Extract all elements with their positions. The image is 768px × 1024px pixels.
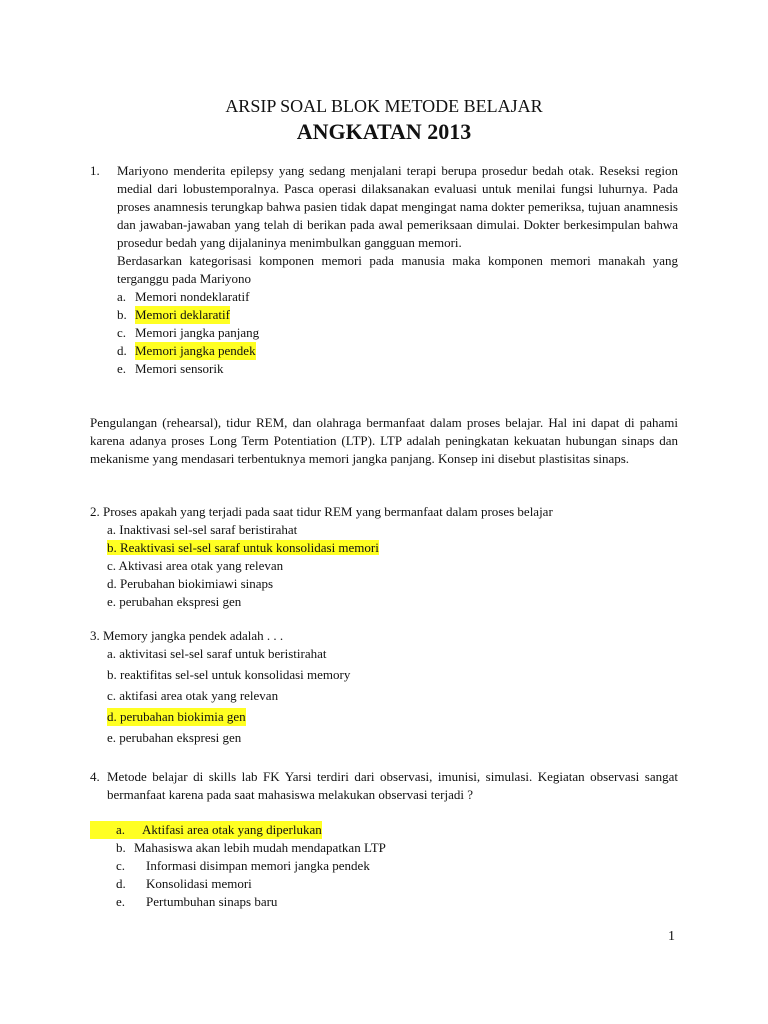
question-1-stem: Mariyono menderita epilepsy yang sedang menjalani terapi berupa prosedur bedah otak. Reseksi region medial dari lobustemporalnya. Pasca operasi dilaksanakan evaluasi untuk menilai fungsi luhurnya. Pada proses anamnesis terungkap bahwa pasien tidak dapat mengingat nama dokter pemeriksa, tujuan anamnesis dan jawaban-jawaban yang telah di berikan pada awal pemeriksaan dimulai. Dokter berkesimpulan bahwa prosedur bedah yang dijalaninya menimbulkan gangguan memori. (117, 163, 678, 250)
option-text-highlighted: Memori deklaratif (135, 307, 230, 322)
question-4-option-d (90, 875, 678, 893)
question-4-option-e (90, 893, 678, 911)
option-letter: d. (116, 876, 126, 891)
option-text-highlighted: d. perubahan biokimia gen (107, 709, 246, 724)
question-1 (90, 162, 678, 378)
option-text: Memori jangka panjang (135, 325, 260, 340)
title-line-1: ARSIP SOAL BLOK METODE BELAJAR (225, 96, 543, 116)
question-2 (90, 503, 678, 611)
question-1-option-b (117, 306, 678, 324)
title-line-2: ANGKATAN 2013 (296, 119, 472, 144)
option-letter: b. (117, 307, 127, 322)
option-letter: c. (116, 858, 126, 873)
question-3-option-d (107, 708, 678, 726)
question-2-option-d: d. Perubahan biokimiawi sinaps (107, 576, 274, 591)
option-letter: d. (117, 343, 127, 358)
option-text: Konsolidasi memori (146, 876, 252, 891)
option-text: Memori sensorik (135, 361, 224, 376)
question-1-prompt: Berdasarkan kategorisasi komponen memori pada manusia maka komponen memori manakah yang terganggu pada Mariyono (117, 253, 678, 286)
question-1-option-c (117, 324, 678, 342)
question-4-option-b (90, 839, 678, 857)
option-text-highlighted: Aktifasi area otak yang diperlukan (142, 822, 322, 837)
question-3 (90, 627, 678, 750)
question-1-option-d (117, 342, 678, 360)
question-4-stem: Metode belajar di skills lab FK Yarsi terdiri dari observasi, imunisi, simulasi. Kegiatan observasi sangat bermanfaat karena pada saat mahasiswa melakukan observasi terjadi ? (107, 769, 678, 802)
option-letter: e. (116, 894, 126, 909)
option-letter: a. (116, 822, 126, 837)
option-text: Memori nondeklaratif (135, 289, 250, 304)
question-1-option-a (117, 288, 678, 306)
option-text: Pertumbuhan sinaps baru (146, 894, 278, 909)
question-4 (90, 768, 678, 911)
question-2-option-c: c. Aktivasi area otak yang relevan (107, 558, 284, 573)
option-letter: c. (117, 325, 127, 340)
question-2-stem: 2. Proses apakah yang terjadi pada saat tidur REM yang bermanfaat dalam proses belajar (90, 504, 553, 519)
question-3-stem: 3. Memory jangka pendek adalah . . . (90, 628, 284, 643)
question-4-option-c (90, 857, 678, 875)
question-3-option-e: e. perubahan ekspresi gen (107, 730, 242, 745)
question-4-option-a (90, 821, 678, 839)
option-letter: b. (116, 840, 126, 855)
option-text-highlighted: Memori jangka pendek (135, 343, 256, 358)
intro-paragraph: Pengulangan (rehearsal), tidur REM, dan olahraga bermanfaat dalam proses belajar. Hal ini dapat di pahami karena adanya proses Long Term Potentiation (LTP). LTP adalah peningkatan kekuatan hubungan sinaps dan mekanisme yang mendasari terbentuknya memori jangka panjang. Konsep ini disebut plastisitas sinaps. (90, 415, 678, 466)
question-3-option-c: c. aktifasi area otak yang relevan (107, 688, 279, 703)
option-text: Mahasiswa akan lebih mudah mendapatkan LTP (134, 840, 386, 855)
question-4-number: 4. (90, 769, 100, 784)
question-2-option-a: a. Inaktivasi sel-sel saraf beristirahat (107, 522, 298, 537)
question-1-number: 1. (90, 163, 100, 178)
option-letter: e. (117, 361, 127, 376)
question-3-option-b: b. reaktifitas sel-sel untuk konsolidasi memory (107, 667, 351, 682)
option-text-highlighted: b. Reaktivasi sel-sel saraf untuk konsolidasi memori (107, 540, 379, 555)
question-2-option-b (107, 539, 678, 557)
question-2-option-e: e. perubahan ekspresi gen (107, 594, 242, 609)
question-3-option-a: a. aktivitasi sel-sel saraf untuk beristirahat (107, 646, 327, 661)
option-text: Informasi disimpan memori jangka pendek (146, 858, 370, 873)
page-number: 1 (668, 929, 675, 944)
question-1-option-e (117, 360, 678, 378)
option-letter: a. (117, 289, 127, 304)
